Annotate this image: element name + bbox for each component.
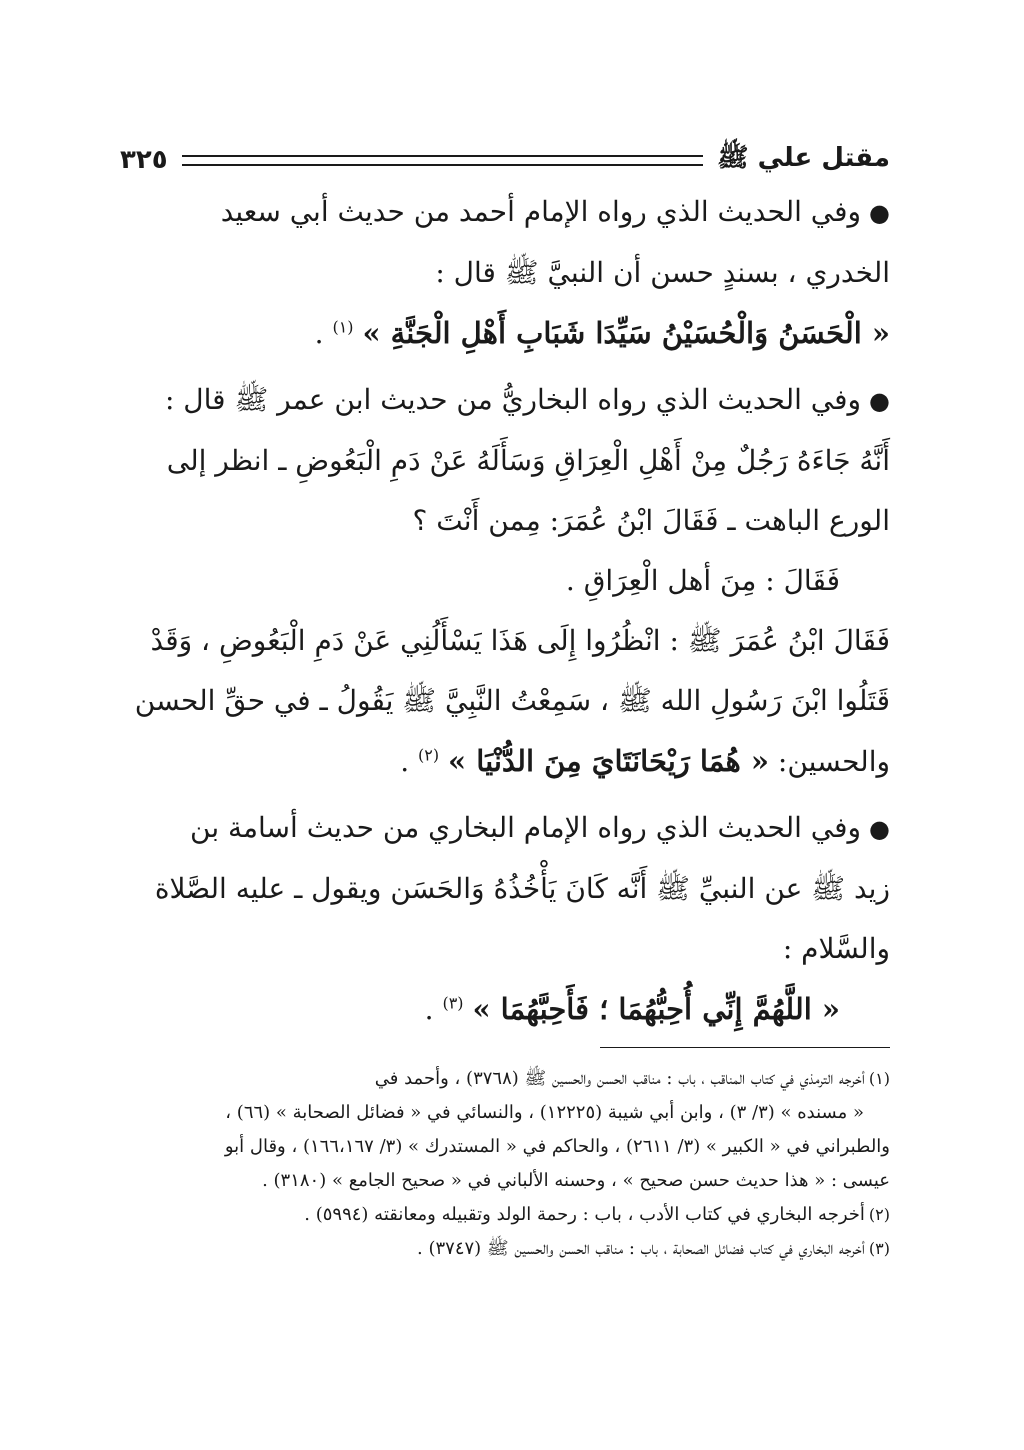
text-end: . [424,993,443,1026]
bullet-icon: ● [869,199,890,227]
footnotes [128,1062,890,1266]
footnote-ref: (١) [332,317,354,337]
running-title: مقتل علي ﷺ [717,143,890,173]
text-line: أَنَّهُ جَاءَهُ رَجُلٌ مِنْ أَهْلِ الْعِرَاقِ وَسَأَلَهُ عَنْ دَمِ الْبَعُوضِ ـ انظر إلى [166,444,890,477]
footnote-separator [600,1047,890,1048]
text-line: والحسين: [769,745,890,778]
footnote-line: والطبراني في « الكبير » (٣/ ٢٦١١) ، والحاكم في « المستدرك » (٣/ ١٦٦،١٦٧) ، وقال أبو [224,1136,890,1157]
text-end: . [314,317,333,350]
footnote-line: « مسنده » (٣/ ٣) ، وابن أبي شيبة (١٢٢٢٥) ، والنسائي في « فضائل الصحابة » (٦٦) ، [225,1102,864,1123]
text-line: وفي الحديث الذي رواه الإمام البخاري من حديث أسامة بن [190,811,862,844]
footnote-number: (٣) [868,1239,890,1258]
main-text [128,182,890,1040]
paragraph-1 [128,182,890,364]
text-line: فَقَالَ ابْنُ عُمَرَ ﷺ : انْظُرُوا إِلَى هَذَا يَسْأَلُنِي عَنْ دَمِ الْبَعُوضِ ، وَقَدْ [150,624,890,657]
text-line: وفي الحديث الذي رواه الإمام أحمد من حديث أبي سعيد [220,195,862,228]
footnote-1 [128,1062,890,1198]
text-end: . [400,745,419,778]
paragraph-3b [128,979,890,1040]
hadith-quote: « هُمَا رَيْحَانَتَايَ مِنَ الدُّنْيَا » [448,744,770,778]
text-line: وفي الحديث الذي رواه البخاريُّ من حديث ابن عمر ﷺ قال : [164,383,862,416]
footnote-line: أخرجه البخاري في كتاب الأدب ، باب : رحمة الولد وتقبيله ومعانقته (٥٩٩٤) . [304,1204,865,1225]
text-line: الورع الباهت ـ فَقَالَ ابْنُ عُمَرَ: مِمن أَنْتَ ؟ [412,504,890,537]
footnote-3 [128,1232,890,1266]
paragraph-2b [128,551,890,611]
text-line: والسَّلام : [782,932,890,965]
text-line: زيد ﷺ عن النبيِّ ﷺ أَنَّه كَانَ يَأْخُذُهُ وَالحَسَن ويقول ـ عليه الصَّلاة [154,872,890,905]
footnote-line: عيسى : « هذا حديث حسن صحيح » ، وحسنه الألباني في « صحيح الجامع » (٣١٨٠) . [262,1170,890,1191]
page-header [120,140,890,180]
footnote-ref: (٢) [418,745,440,765]
hadith-quote: « الْحَسَنُ وَالْحُسَيْنُ سَيِّدَا شَبَابِ أَهْلِ الْجَنَّةِ » [362,316,890,350]
hadith-quote: « اللَّهُمَّ إِنِّي أُحِبُّهُمَا ؛ فَأَحِبَّهُمَا » [472,992,840,1026]
paragraph-3 [128,798,890,979]
footnote-number: (٢) [868,1205,890,1224]
text-line: فَقَالَ : مِنَ أهل الْعِرَاقِ . [565,564,840,597]
bullet-icon: ● [869,387,890,415]
text-line: الخدري ، بسندٍ حسن أن النبيَّ ﷺ قال : [435,256,890,289]
footnote-line: أخرجه الترمذي في كتاب المناقب ، باب : مناقب الحسن والحسين ﷺ (٣٧٦٨) ، وأحمد في [374,1068,865,1089]
paragraph-2c [128,611,890,792]
bullet-icon: ● [869,815,890,843]
footnote-2 [128,1198,890,1232]
footnote-number: (١) [868,1069,890,1088]
header-rule [182,155,704,166]
footnote-ref: (٣) [442,993,464,1013]
footnote-line: أخرجه البخاري في كتاب فضائل الصحابة ، باب : مناقب الحسن والحسين ﷺ (٣٧٤٧) . [417,1238,865,1259]
page-number: ٣٢٥ [120,145,168,175]
paragraph-2 [128,370,890,551]
text-line: قَتَلُوا ابْنَ رَسُولِ الله ﷺ ، سَمِعْتُ النَّبِيَّ ﷺ يَقُولُ ـ في حقِّ الحسن [134,684,890,717]
